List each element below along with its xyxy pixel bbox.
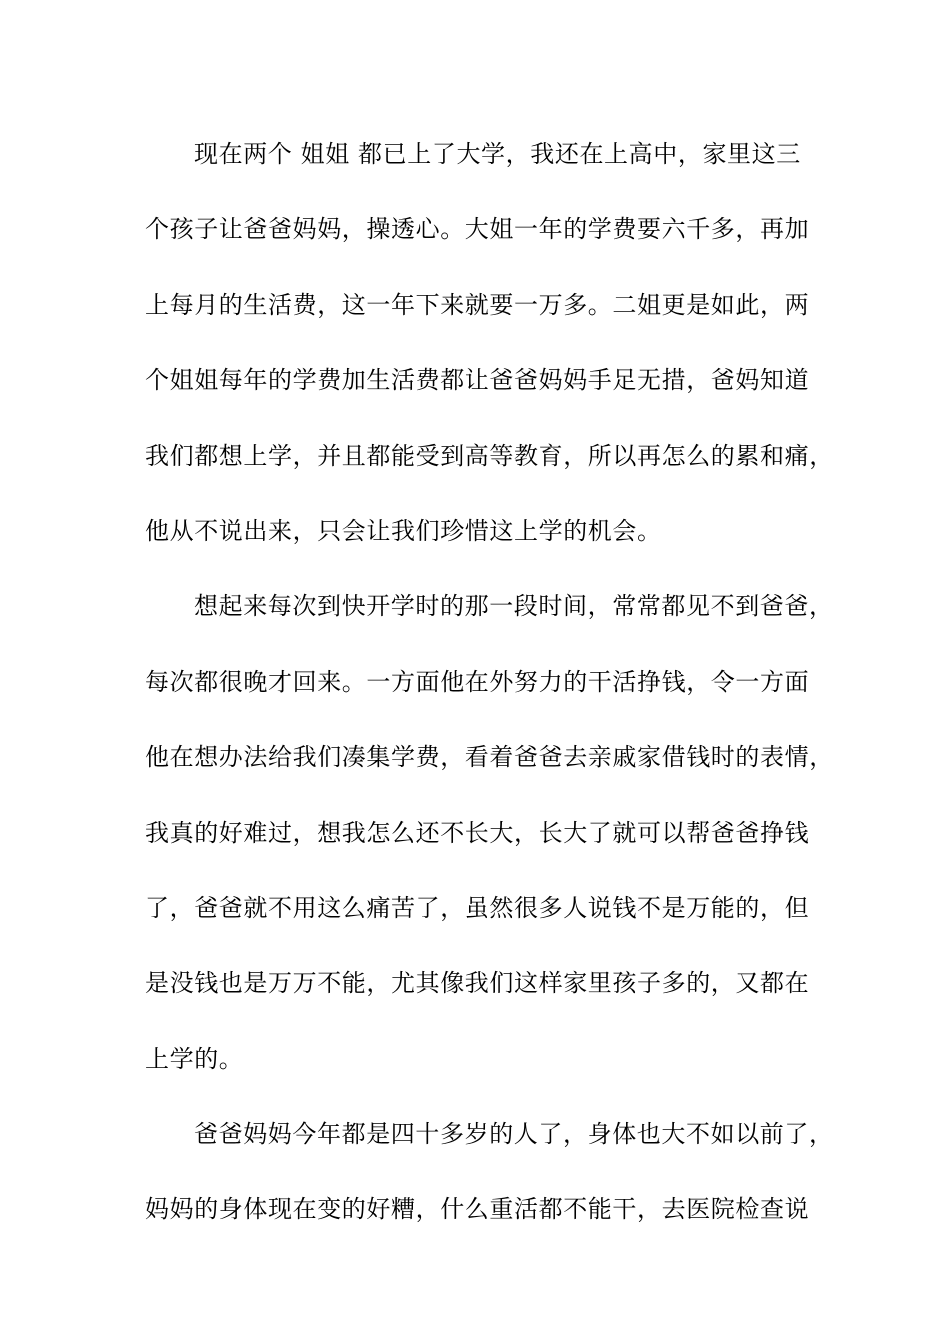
text-line: 我们都想上学，并且都能受到高等教育，所以再怎么的累和痛， — [145, 441, 834, 470]
text-line: 了，爸爸就不用这么痛苦了，虽然很多人说钱不是万能的，但 — [145, 893, 810, 922]
text-line: 现在两个 姐姐 都已上了大学，我还在上高中，家里这三 — [194, 140, 801, 168]
text-line: 上每月的生活费，这一年下来就要一万多。二姐更是如此，两 — [145, 290, 810, 319]
text-line: 是没钱也是万万不能，尤其像我们这样家里孩子多的，又都在 — [145, 969, 810, 998]
text-line: 每次都很晚才回来。一方面他在外努力的干活挣钱，令一方面 — [145, 667, 810, 696]
text-line: 个孩子让爸爸妈妈，操透心。大姐一年的学费要六千多，再加 — [145, 215, 810, 244]
text-line: 妈妈的身体现在变的好糟，什么重活都不能干，去医院检查说 — [145, 1195, 810, 1224]
text-line: 爸爸妈妈今年都是四十多岁的人了，身体也大不如以前了， — [194, 1120, 834, 1149]
document-body — [145, 133, 845, 1264]
text-line: 上学的。 — [145, 1044, 244, 1073]
text-line: 他在想办法给我们凑集学费，看着爸爸去亲戚家借钱时的表情， — [145, 743, 834, 772]
text-line: 个姐姐每年的学费加生活费都让爸爸妈妈手足无措，爸妈知道 — [145, 366, 810, 395]
text-line: 我真的好难过，想我怎么还不长大，长大了就可以帮爸爸挣钱 — [145, 818, 810, 847]
text-line: 想起来每次到快开学时的那一段时间，常常都见不到爸爸， — [194, 592, 834, 621]
text-line: 他从不说出来，只会让我们珍惜这上学的机会。 — [145, 516, 662, 545]
